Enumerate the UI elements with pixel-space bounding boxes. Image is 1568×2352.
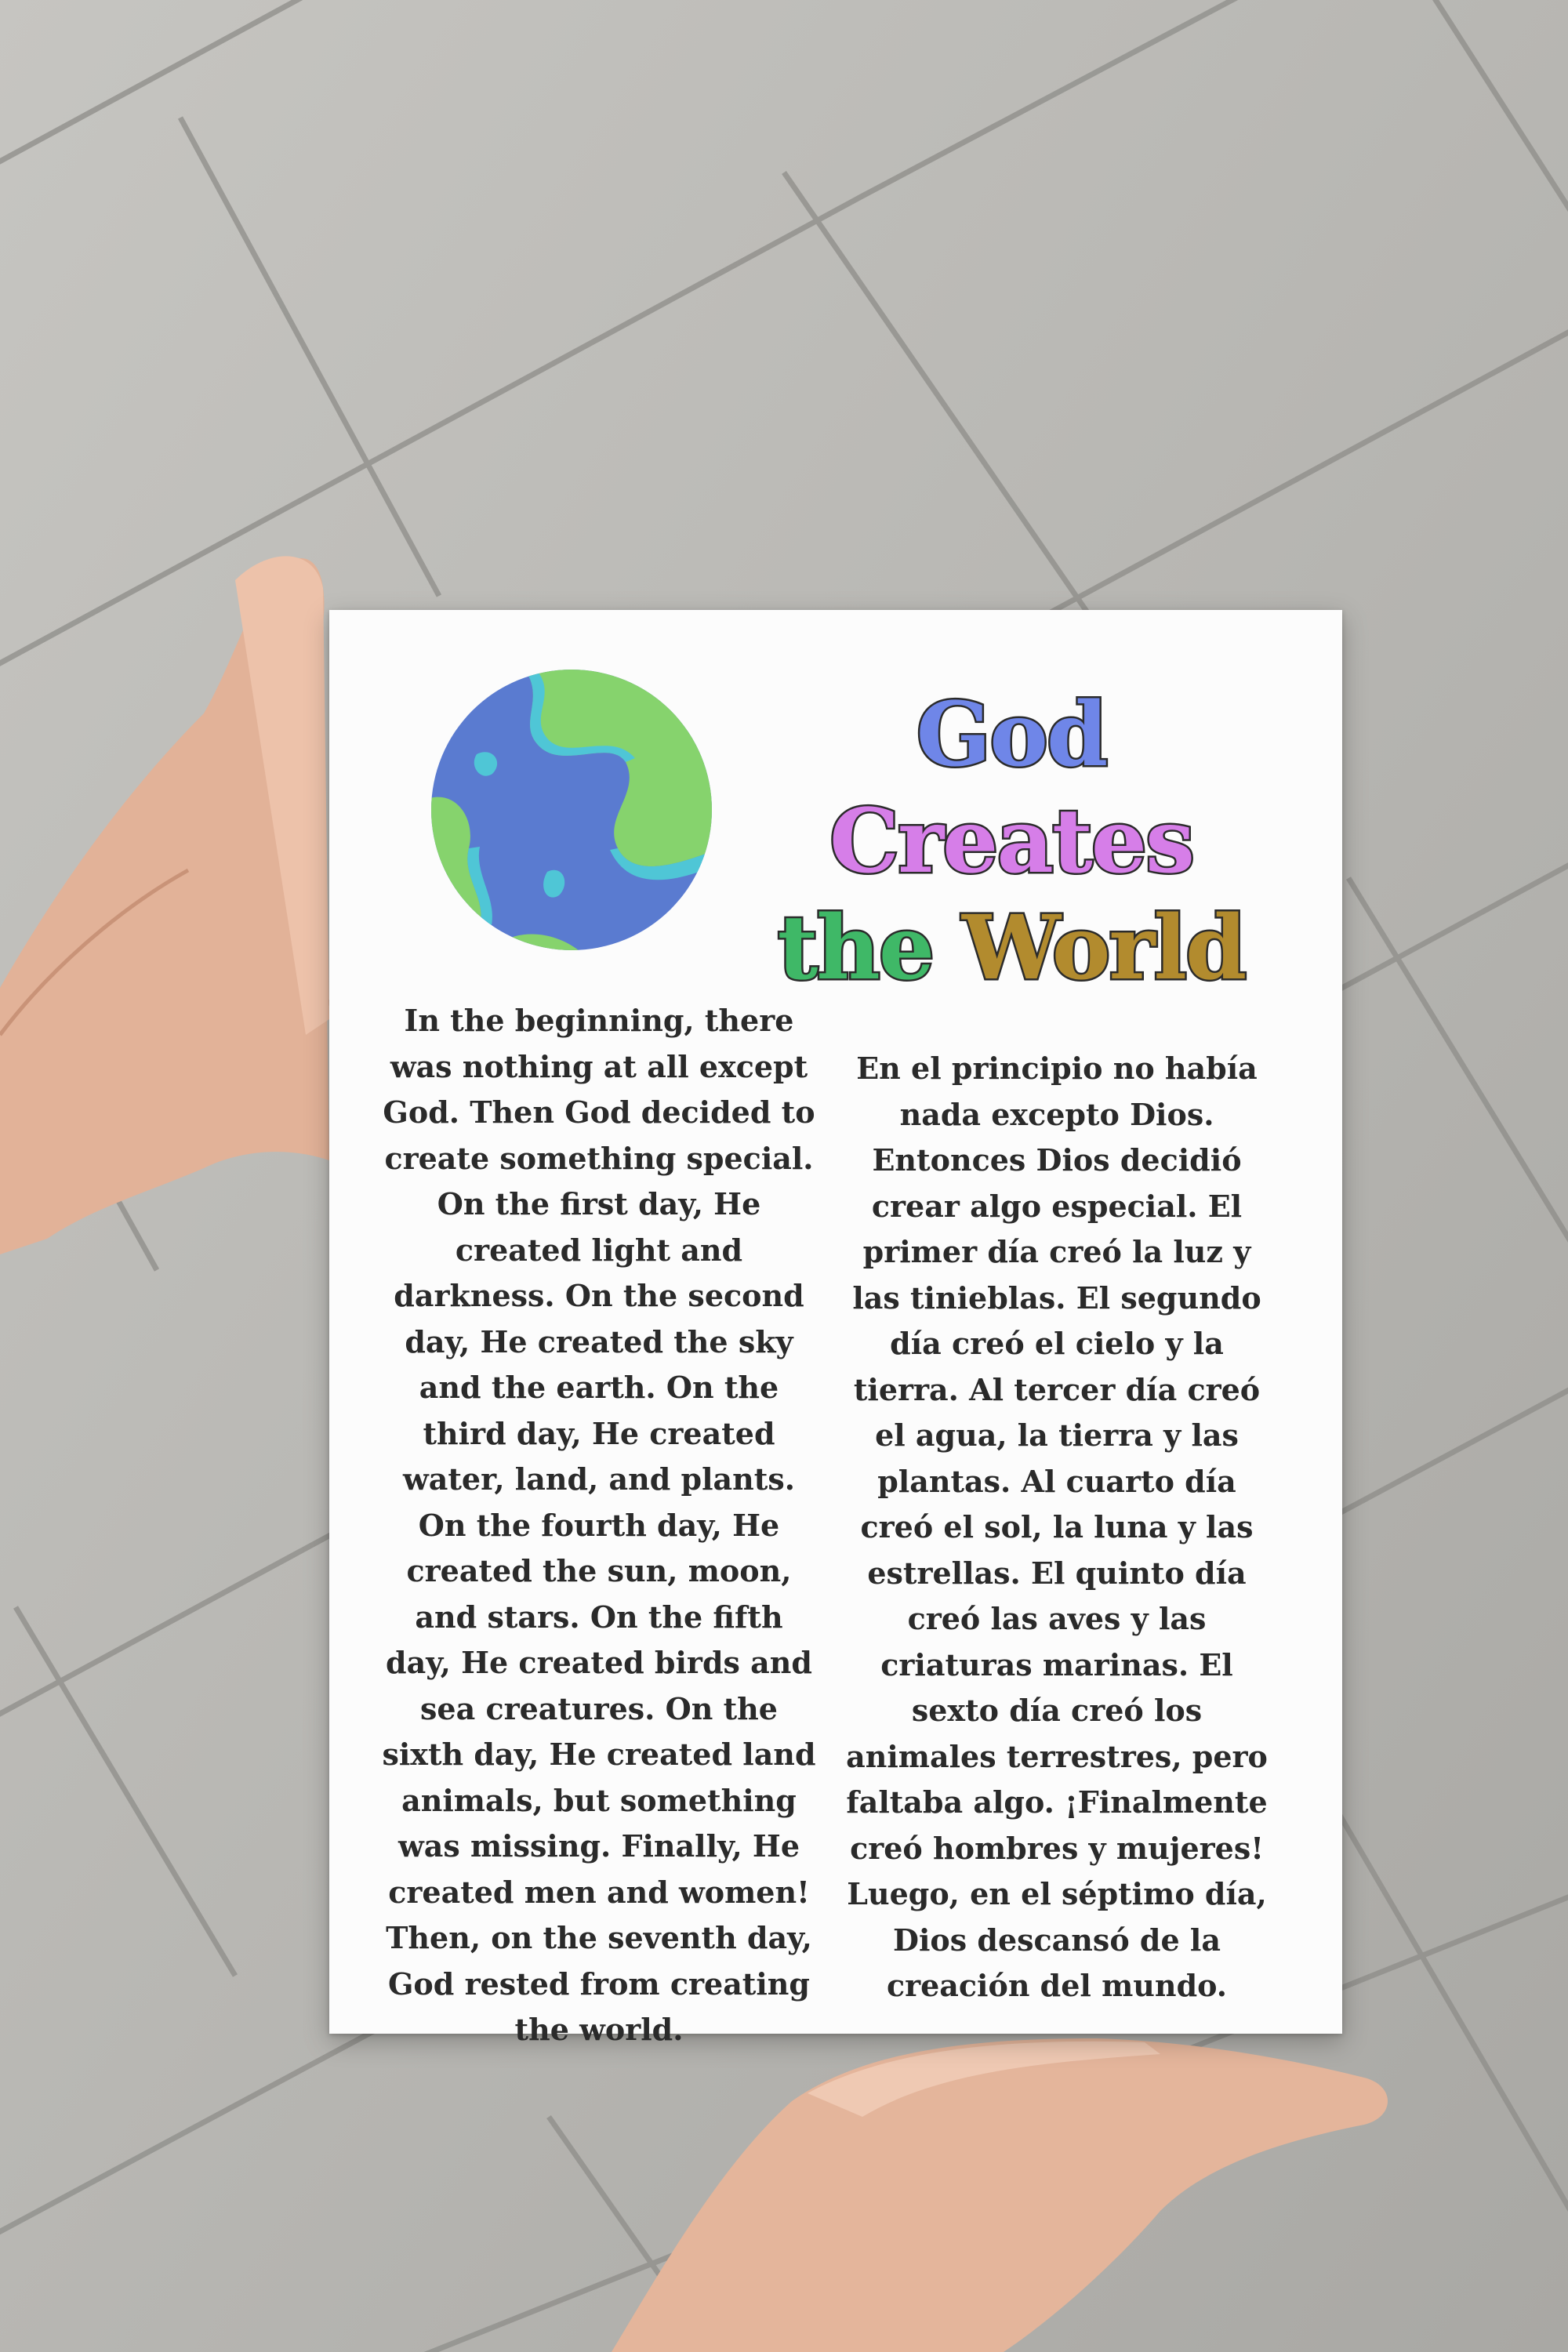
left-hand <box>0 549 361 1254</box>
printed-sheet <box>329 610 1342 2047</box>
spanish-story-text: En el principio no había nada excepto Dios. Entonces Dios decidió crear algo especial. El primer día creó la luz y las tinieblas. El segundo día creó el cielo y la tierra. Al tercer día creó el agua, la tierra y las plantas. Al cuarto día creó el sol, la luna y las estrellas. El quinto día creó las aves y las criaturas marinas. El sexto día creó los animales terrestres, pero faltaba algo. ¡Finalmente creó hombres y mujeres! Luego, en el séptimo día, Dios descansó de la creación del mundo. <box>846 1051 1268 2003</box>
title-word-god: God <box>916 684 1107 786</box>
title-word-creates: Creates <box>829 790 1194 893</box>
english-story-text: In the beginning, there was nothing at all except God. Then God decided to create something special. On the first day, He created light and darkness. On the second day, He created the sky and the earth. On the third day, He created water, land, and plants. On the fourth day, He created the sun, moon, and stars. On the fifth day, He created birds and sea creatures. On the sixth day, He created land animals, but something was missing. Finally, He created men and women! Then, on the seventh day, God rested from creating the world. <box>382 1003 816 2047</box>
title-word-world: World <box>962 897 1246 1000</box>
right-hand <box>612 2007 1396 2352</box>
page-title <box>721 682 1301 1002</box>
title-word-the: the <box>777 897 934 1000</box>
earth-globe-icon <box>430 668 713 952</box>
